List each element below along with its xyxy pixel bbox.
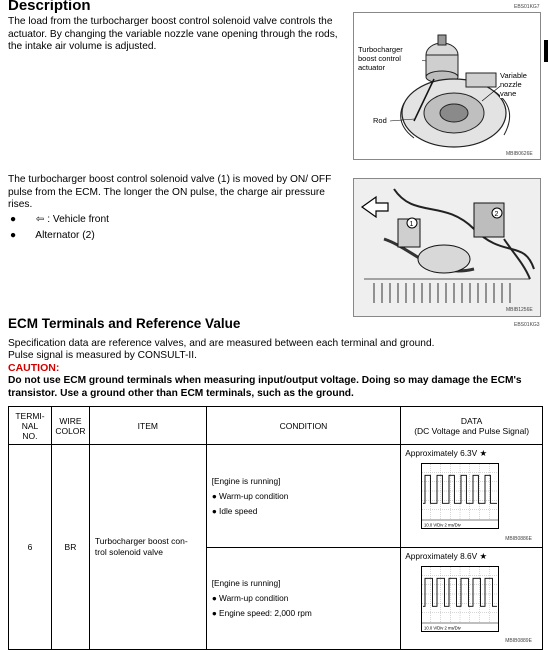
ecm-paragraph-pulse: Pulse signal is measured by CONSULT-II. <box>8 350 197 361</box>
engine-bay-figure <box>353 178 541 317</box>
cell-condition-2000rpm <box>206 548 401 650</box>
condition-item: ● Warm-up condition <box>211 490 289 501</box>
scope-figure-code: MBIB0889E <box>505 638 532 644</box>
header-item: ITEM <box>89 407 206 445</box>
header-condition: CONDITION <box>206 407 401 445</box>
cell-data-idle <box>401 445 543 548</box>
condition-item: ● Engine speed: 2,000 rpm <box>211 608 312 618</box>
bullet-text: Alternator (2) <box>35 230 95 241</box>
label-variable-nozzle-vane: Variable nozzle vane <box>500 71 538 98</box>
caution-text: Do not use ECM ground terminals when measuring input/output voltage. Doing so may damage the ECM's transistor. Use a ground other than ECM terminals, such as the ground. <box>8 375 522 399</box>
bullet-alternator <box>10 230 95 241</box>
table-header-row <box>9 407 543 445</box>
ecm-paragraph-spec: Specification data are reference valves, and are measured between each terminal and ground. <box>8 338 435 349</box>
label-rod: Rod <box>373 116 387 125</box>
scope-scale-label: 10.0 V/Div 2 ms/Div <box>424 625 462 631</box>
oscilloscope-waveform <box>421 463 499 529</box>
caution-title: CAUTION: <box>8 362 60 374</box>
description-paragraph: The load from the turbocharger boost control solenoid valve controls the actuator. By changing the variable nozzle vane opening through the rods, the intake air volume is adjusted. <box>8 16 338 52</box>
condition-item: ● Warm-up condition <box>211 593 289 603</box>
scope-figure-code: MBIB0886E <box>505 536 532 542</box>
section-ref-code: EBS01KG7 <box>514 4 540 10</box>
table-row <box>9 445 543 548</box>
header-wire-color: WIRE COLOR <box>51 407 89 445</box>
data-value: Approximately 6.3V ★ <box>405 448 487 458</box>
cell-item: Turbocharger boost con- trol solenoid valve <box>89 445 206 650</box>
scrollbar-handle[interactable] <box>544 40 548 62</box>
arrow-left-icon: ⇦ <box>35 214 45 225</box>
engine-bay-illustration <box>354 179 540 316</box>
label-actuator: Turbocharger boost control actuator <box>358 45 422 72</box>
svg-text:1: 1 <box>409 221 414 228</box>
location-paragraph: The turbocharger boost control solenoid valve (1) is moved by ON/ OFF pulse from the ECM. The longer the ON pulse, the charge air pressure rises. <box>8 174 332 210</box>
condition-heading: [Engine is running] <box>211 578 281 588</box>
section-ref-code: EBS01KG3 <box>514 322 540 328</box>
oscilloscope-waveform <box>421 566 499 632</box>
figure-code: MBIB0626E <box>506 151 533 157</box>
section-title-ecm: ECM Terminals and Reference Value <box>8 316 241 331</box>
svg-text:2: 2 <box>494 211 499 218</box>
cell-data-2000rpm <box>401 548 543 650</box>
bullet-dot: ● <box>10 214 17 225</box>
condition-item: ● Idle speed <box>211 505 258 516</box>
figure-code: MBIB1256E <box>506 307 533 313</box>
scope-screen <box>421 566 499 632</box>
condition-heading: [Engine is running] <box>211 475 281 486</box>
cell-terminal-no: 6 <box>9 445 52 650</box>
bullet-vehicle-front <box>10 214 109 225</box>
cell-condition-idle <box>206 445 401 548</box>
bullet-text: : Vehicle front <box>47 214 109 225</box>
ecm-terminal-table <box>8 406 543 650</box>
scope-scale-label: 10.0 V/Div 2 ms/Div <box>424 522 462 528</box>
section-title-description: Description <box>8 0 91 14</box>
header-data: DATA (DC Voltage and Pulse Signal) <box>401 407 543 445</box>
header-terminal: TERMI- NAL NO. <box>9 407 52 445</box>
cell-wire-color: BR <box>51 445 89 650</box>
turbocharger-figure <box>353 12 541 160</box>
bullet-dot: ● <box>10 230 17 241</box>
data-value: Approximately 8.6V ★ <box>405 551 487 561</box>
scope-screen <box>421 463 499 529</box>
